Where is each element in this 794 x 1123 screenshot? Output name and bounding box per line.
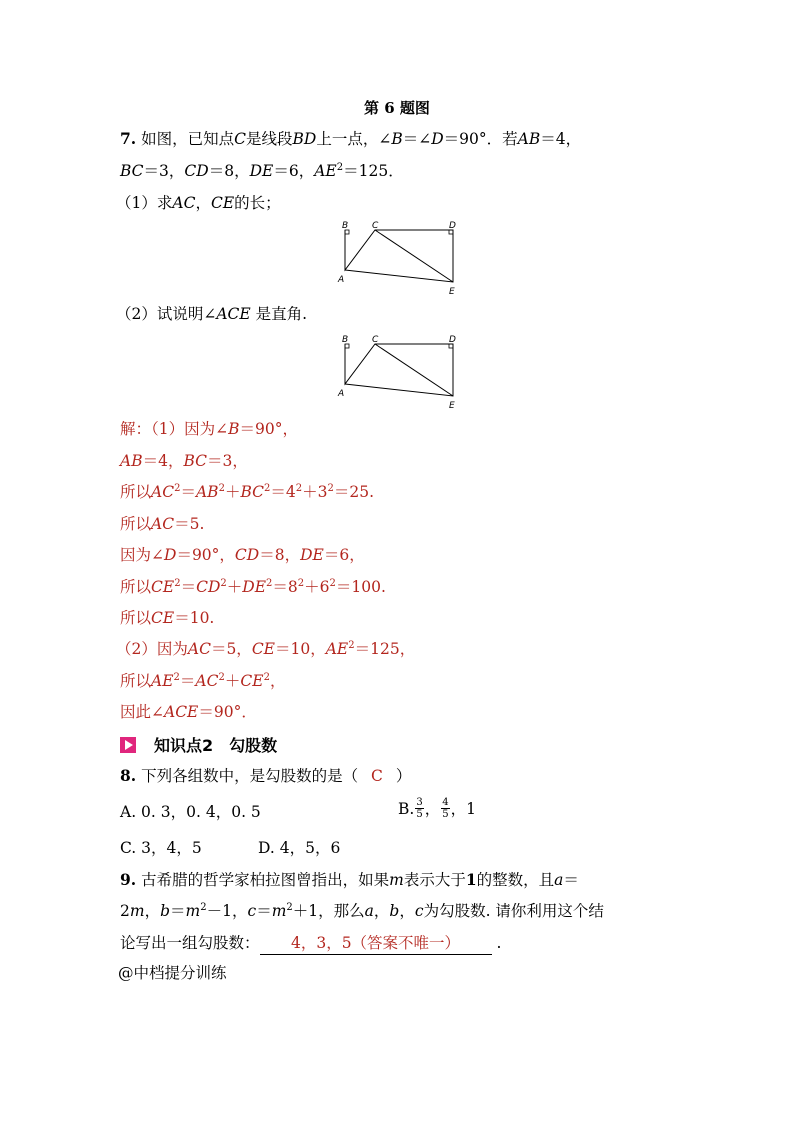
label-d: D	[449, 335, 456, 345]
label-c: C	[372, 335, 379, 345]
knowledge-point-header	[120, 733, 277, 756]
footer-section-label: @中档提分训练	[118, 964, 227, 982]
q8-option-a: A. 0. 3，0. 4，0. 5	[120, 803, 261, 821]
solution-line-6: 所以$CE^2=CD^2+DE^2=8^2+6^2=100$.	[120, 578, 386, 596]
solution-line-2: AB＝4，BC＝3，	[120, 452, 248, 470]
label-a: A	[338, 275, 345, 285]
q8-option-c: C. 3，4，5	[120, 839, 202, 857]
q8-answer: C	[371, 767, 383, 785]
q7-line1: 7. 如图，已知点C是线段BD上一点，∠B＝∠D＝90°．若AB＝4，	[120, 129, 582, 148]
solution-line-1: 解：（1）因为∠B＝90°，	[120, 420, 298, 438]
q7-part2: （2）试说明∠ACE 是直角.	[116, 305, 308, 323]
figure-caption: 第 6 题图	[364, 99, 430, 117]
q8-option-b: B. $\frac{3}{5}$ ， $\frac{4}{5}$ ，1	[398, 797, 476, 820]
label-b: B	[342, 335, 349, 345]
q8-option-d: D. 4，5，6	[258, 839, 341, 857]
label-d: D	[449, 221, 456, 231]
q9-line2: 2m，$b=m^2-1$，$c=m^2+1$，那么a，b，c为勾股数. 请你利用这个结	[120, 902, 604, 920]
q7-line2: BC＝3，CD＝8，DE＝6，$AE^2=125$．	[120, 162, 404, 180]
solution-line-8: （2）因为AC＝5，CE＝10，$AE^2=125$，	[116, 640, 416, 658]
q7-part1: （1）求AC，CE的长；	[116, 194, 281, 212]
solution-line-7: 所以CE＝10.	[120, 609, 215, 627]
solution-line-9: 所以$AE^2=AC^2+CE^2$，	[120, 672, 286, 690]
q9-line1: 9. 古希腊的哲学家柏拉图曾指出，如果m表示大于1的整数，且a＝	[120, 870, 579, 889]
solution-line-4: 所以AC＝5.	[120, 515, 205, 533]
label-a: A	[338, 389, 345, 399]
fraction-3-5: $\frac{3}{5}$	[416, 797, 423, 820]
play-triangle-icon	[120, 737, 136, 753]
solution-line-10: 因此∠ACE＝90°．	[120, 703, 257, 721]
solution-line-3: 所以$AC^2=AB^2+BC^2=4^2+3^2=25$.	[120, 483, 375, 501]
label-e: E	[449, 287, 455, 297]
q7-number: 7.	[120, 129, 137, 148]
q9-line3: 论写出一组勾股数： 4，3，5（答案不唯一） .	[120, 932, 501, 955]
label-c: C	[372, 221, 379, 231]
q8-stem: 8. 下列各组数中，是勾股数的是（ C ）	[120, 766, 412, 785]
label-e: E	[449, 401, 455, 411]
geometry-figure-2	[330, 334, 470, 409]
fraction-4-5: $\frac{4}{5}$	[442, 797, 449, 820]
q9-answer-blank[interactable]: 4，3，5（答案不唯一）	[260, 932, 492, 955]
geometry-figure-1	[330, 220, 470, 295]
knowledge-point-title: 知识点2 勾股数	[154, 736, 278, 755]
solution-line-5: 因为∠D＝90°，CD＝8，DE＝6，	[120, 546, 365, 564]
label-b: B	[342, 221, 349, 231]
